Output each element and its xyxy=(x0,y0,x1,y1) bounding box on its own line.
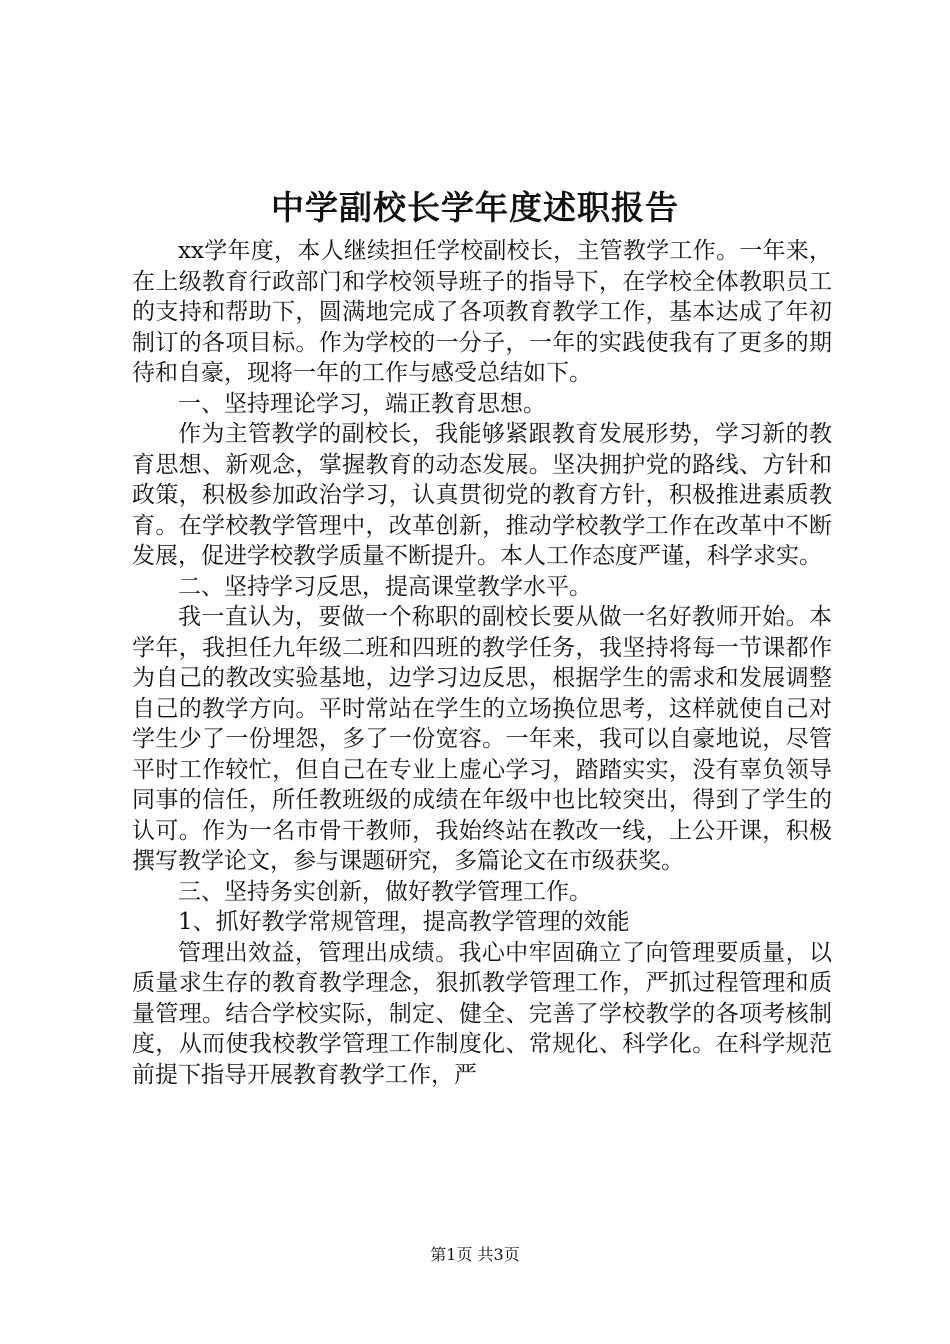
section-heading-1: 一、坚持理论学习，端正教育思想。 xyxy=(178,390,546,417)
document-title: 中学副校长学年度述职报告 xyxy=(271,188,679,227)
paragraph-section-2: 我一直认为，要做一个称职的副校长要从做一名好教师开始。本学年，我担任九年级二班和四班的教学任务，我坚持将每一节课都作为自己的教改实验基地，边学习边反思，根据学生的需求和发展调整自己的教学方向。平时常站在学生的立场换位思考，这样就使自己对学生少了一份埋怨，多了一份宽容。一年来，我可以自豪地说，尽管平时工作较忙，但自己在专业上虚心学习，踏踏实实，没有辜负领导同事的信任，所任教班级的成绩在年级中也比较突出，得到了学生的认可。作为一名市骨干教师，我始终站在教改一线，上公开课，积极撰写教学论文，参与课题研究，多篇论文在市级获奖。 xyxy=(132,604,832,874)
page-footer: 第1页 共3页 xyxy=(430,1245,520,1264)
section-heading-2: 二、坚持学习反思，提高课堂教学水平。 xyxy=(178,573,592,600)
document-body xyxy=(132,236,832,1090)
paragraph-intro: xx学年度，本人继续担任学校副校长，主管教学工作。一年来，在上级教育行政部门和学校领导班子的指导下，在学校全体教职员工的支持和帮助下，圆满地完成了各项教育教学工作，基本达成了年初制订的各项目标。作为学校的一分子，一年的实践使我有了更多的期待和自豪，现将一年的工作与感受总结如下。 xyxy=(132,238,832,386)
section-heading-3: 三、坚持务实创新，做好教学管理工作。 xyxy=(178,878,592,905)
paragraph-section-1: 作为主管教学的副校长，我能够紧跟教育发展形势，学习新的教育思想、新观念，掌握教育的动态发展。坚决拥护党的路线、方针和政策，积极参加政治学习，认真贯彻党的教育方针，积极推进素质教育。在学校教学管理中，改革创新，推动学校教学工作在改革中不断发展，促进学校教学质量不断提升。本人工作态度严谨，科学求实。 xyxy=(132,421,832,569)
paragraph-subsection-1: 管理出效益，管理出成绩。我心中牢固确立了向管理要质量，以质量求生存的教育教学理念，狠抓教学管理工作，严抓过程管理和质量管理。结合学校实际，制定、健全、完善了学校教学的各项考核制度，从而使我校教学管理工作制度化、常规化、科学化。在科学规范前提下指导开展教育教学工作，严 xyxy=(132,939,832,1088)
subsection-heading-1: 1、抓好教学常规管理，提高教学管理的效能 xyxy=(178,909,630,935)
